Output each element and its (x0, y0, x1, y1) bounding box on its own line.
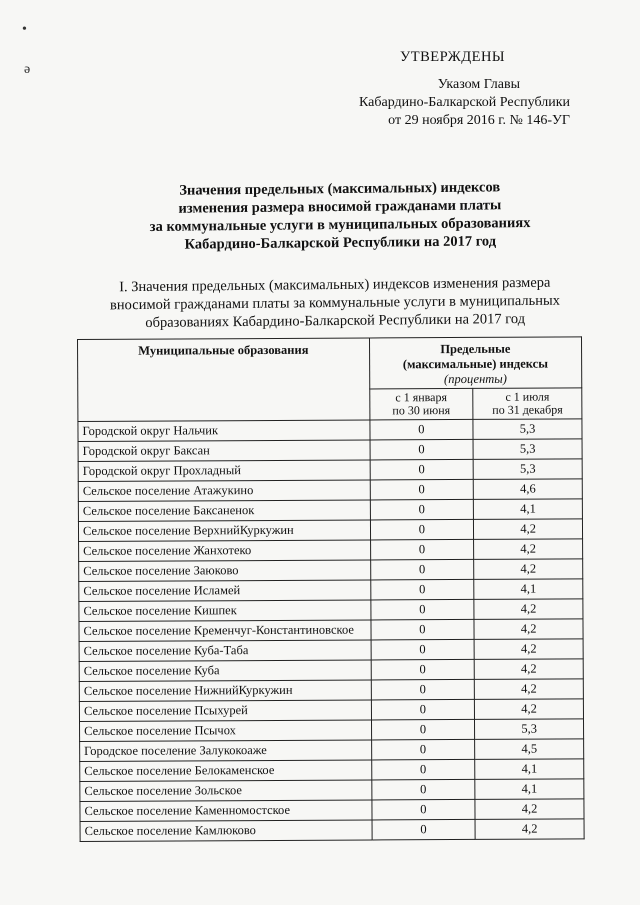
title-line: Кабардино-Балкарской Республики на 2017 год (184, 233, 497, 253)
municipality-name: Сельское поселение Исламей (79, 580, 371, 602)
title-line: за коммунальные услуги в муниципальных образованиях (149, 215, 531, 235)
section-line: образованиях Кабардино-Балкарской Республики на 2017 год (145, 311, 526, 331)
approval-line-republic: Кабардино-Балкарской Республики (359, 95, 570, 110)
table-row (79, 679, 583, 702)
municipality-name: Сельское поселение Зольское (80, 780, 372, 802)
table-row (78, 419, 582, 442)
index-jan: 0 (371, 739, 475, 760)
index-jan: 0 (370, 579, 474, 600)
index-jan: 0 (370, 459, 474, 480)
municipality-name: Городской округ Нальчик (78, 420, 370, 442)
table-row (80, 799, 584, 822)
table-row (79, 659, 583, 682)
section-line: I. Значения предельных (максимальных) индексов изменения размера (119, 274, 551, 296)
municipality-name: Сельское поселение ВерхнийКуркужин (78, 520, 370, 542)
index-jan: 0 (370, 499, 474, 520)
table-row (78, 479, 582, 502)
municipality-name: Сельское поселение НижнийКуркужин (79, 680, 371, 702)
index-jan: 0 (370, 439, 474, 460)
municipality-name: Городской округ Прохладный (78, 460, 370, 482)
header-indices-line2: (максимальные) индексы (402, 356, 549, 372)
index-jan: 0 (371, 659, 475, 680)
table-row (79, 579, 583, 602)
index-jul: 4,1 (474, 579, 583, 600)
table-row (78, 459, 582, 482)
table-row (79, 699, 583, 722)
table-row (80, 739, 584, 762)
approval-line-date: от 29 ноября 2016 г. № 146-УГ (388, 113, 570, 128)
municipality-name: Городской округ Баксан (78, 440, 370, 462)
index-jul: 4,2 (474, 639, 583, 660)
index-jan: 0 (370, 539, 474, 560)
header-indices-line1: Предельные (440, 341, 511, 357)
title-line: изменения размера вносимой гражданами платы (178, 197, 502, 217)
table-row (79, 619, 583, 642)
index-jul: 5,3 (473, 439, 582, 460)
index-jan: 0 (371, 639, 475, 660)
index-jul: 4,2 (475, 679, 584, 700)
index-jan: 0 (371, 699, 475, 720)
index-table (77, 336, 585, 842)
header-jul-line1: с 1 июля (505, 389, 550, 404)
index-jan: 0 (370, 599, 474, 620)
index-jul: 4,1 (474, 499, 583, 520)
table-row (80, 719, 584, 742)
header-municipality: Муниципальные образования (78, 338, 370, 422)
header-jul-line2: по 31 декабря (492, 402, 563, 417)
header-jan-line1: с 1 января (395, 390, 448, 405)
index-jul: 4,5 (475, 739, 584, 760)
index-jan: 0 (371, 619, 475, 640)
index-jul: 4,2 (474, 559, 583, 580)
municipality-name: Сельское поселение Кременчуг-Константиновское (79, 620, 371, 642)
table-row (79, 539, 583, 562)
index-jul: 4,2 (474, 539, 583, 560)
index-jul: 4,2 (474, 619, 583, 640)
index-jul: 5,3 (475, 719, 584, 740)
municipality-name: Сельское поселение Камлюково (80, 820, 372, 842)
index-jan: 0 (371, 679, 475, 700)
table-row (79, 599, 583, 622)
index-jul: 4,1 (475, 759, 584, 780)
title-line: Значения предельных (максимальных) индексов (179, 179, 501, 199)
index-jul: 4,6 (473, 479, 582, 500)
index-jan: 0 (371, 719, 475, 740)
index-jul: 4,2 (475, 799, 584, 820)
index-jan: 0 (371, 799, 475, 820)
municipality-name: Сельское поселение Белокаменское (80, 760, 372, 782)
municipality-name: Сельское поселение Куба-Таба (79, 640, 371, 662)
index-jan: 0 (370, 519, 474, 540)
scan-speck: ə (24, 62, 31, 77)
index-jul: 5,3 (473, 419, 582, 440)
municipality-name: Сельское поселение Каменномостское (80, 800, 372, 822)
index-jul: 4,2 (475, 819, 584, 840)
index-jan: 0 (370, 559, 474, 580)
municipality-name: Сельское поселение Заюково (79, 560, 371, 582)
table-row (80, 779, 584, 802)
header-jul-dec (473, 388, 582, 420)
municipality-name: Сельское поселение Баксаненок (78, 500, 370, 522)
index-table-wrapper (77, 336, 585, 842)
approval-block (330, 48, 590, 130)
table-row (78, 439, 582, 462)
table-row (79, 639, 583, 662)
index-jan: 0 (371, 759, 475, 780)
index-jan: 0 (370, 479, 474, 500)
section-line: вносимой гражданами платы за коммунальные услуги в муниципальных (109, 292, 561, 314)
index-jul: 4,1 (475, 779, 584, 800)
municipality-name: Сельское поселение Жанхотеко (79, 540, 371, 562)
section-heading (85, 273, 586, 332)
municipality-name: Городское поселение Залукокоаже (80, 740, 372, 762)
approval-heading: УТВЕРЖДЕНЫ (400, 49, 506, 65)
document-title (100, 177, 581, 254)
index-jul: 4,2 (474, 659, 583, 680)
table-row (78, 499, 582, 522)
index-jul: 4,2 (474, 519, 583, 540)
municipality-name: Сельское поселение Псычох (80, 720, 372, 742)
index-jul: 4,2 (475, 699, 584, 720)
header-indices-unit: (проценты) (443, 371, 507, 387)
municipality-name: Сельское поселение Псыхурей (79, 700, 371, 722)
index-jan: 0 (372, 819, 476, 840)
table-row (80, 819, 584, 842)
approval-line-decree: Указом Главы (437, 77, 520, 92)
table-row (79, 559, 583, 582)
header-jan-jun (369, 388, 473, 420)
index-jul: 5,3 (473, 459, 582, 480)
municipality-name: Сельское поселение Куба (79, 660, 371, 682)
index-jul: 4,2 (474, 599, 583, 620)
scan-speck: • (22, 22, 27, 37)
municipality-name: Сельское поселение Кишпек (79, 600, 371, 622)
header-jan-line2: по 30 июня (392, 403, 451, 418)
header-indices (369, 337, 582, 389)
table-row (80, 759, 584, 782)
municipality-name: Сельское поселение Атажукино (78, 480, 370, 502)
table-row (78, 519, 582, 542)
index-jan: 0 (371, 779, 475, 800)
index-jan: 0 (369, 419, 473, 440)
